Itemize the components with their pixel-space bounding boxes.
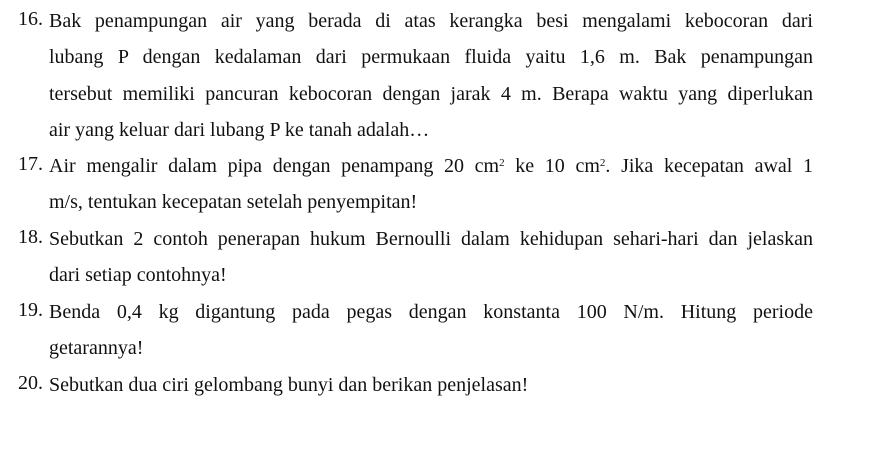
question-text-line: Sebutkan 2 contoh penerapan hukum Bernoulli dalam kehidupan sehari-hari dan jelaskan [49,228,813,250]
question-text-line: Sebutkan dua ciri gelombang bunyi dan berikan penjelasan! [49,374,529,396]
text-segment: ke 10 cm [504,155,600,177]
question-number: 19. [18,299,43,321]
text-segment: . Jika kecepatan awal 1 [605,155,814,177]
question-text-line: Bak penampungan air yang berada di atas kerangka besi mengalami kebocoran dari [49,10,813,32]
question-text-line: Benda 0,4 kg digantung pada pegas dengan konstanta 100 N/m. Hitung periode [49,301,813,323]
question-number: 17. [18,153,43,175]
question-number: 16. [18,8,43,30]
question-text-line: lubang P dengan kedalaman dari permukaan fluida yaitu 1,6 m. Bak penampungan [49,46,813,68]
question-text-line: m/s, tentukan kecepatan setelah penyempitan! [49,191,418,213]
question-text-line: getarannya! [49,337,144,359]
question-text-line: dari setiap contohnya! [49,264,227,286]
text-segment: Air mengalir dalam pipa dengan penampang 20 cm [49,155,500,177]
superscript: 2 [499,157,505,169]
question-number: 18. [18,226,43,248]
question-text-line: air yang keluar dari lubang P ke tanah adalah… [49,119,430,141]
superscript: 2 [599,157,606,169]
question-text-line [49,153,813,179]
question-text-line: tersebut memiliki pancuran kebocoran dengan jarak 4 m. Berapa waktu yang diperlukan [49,83,813,105]
question-number: 20. [18,372,43,394]
